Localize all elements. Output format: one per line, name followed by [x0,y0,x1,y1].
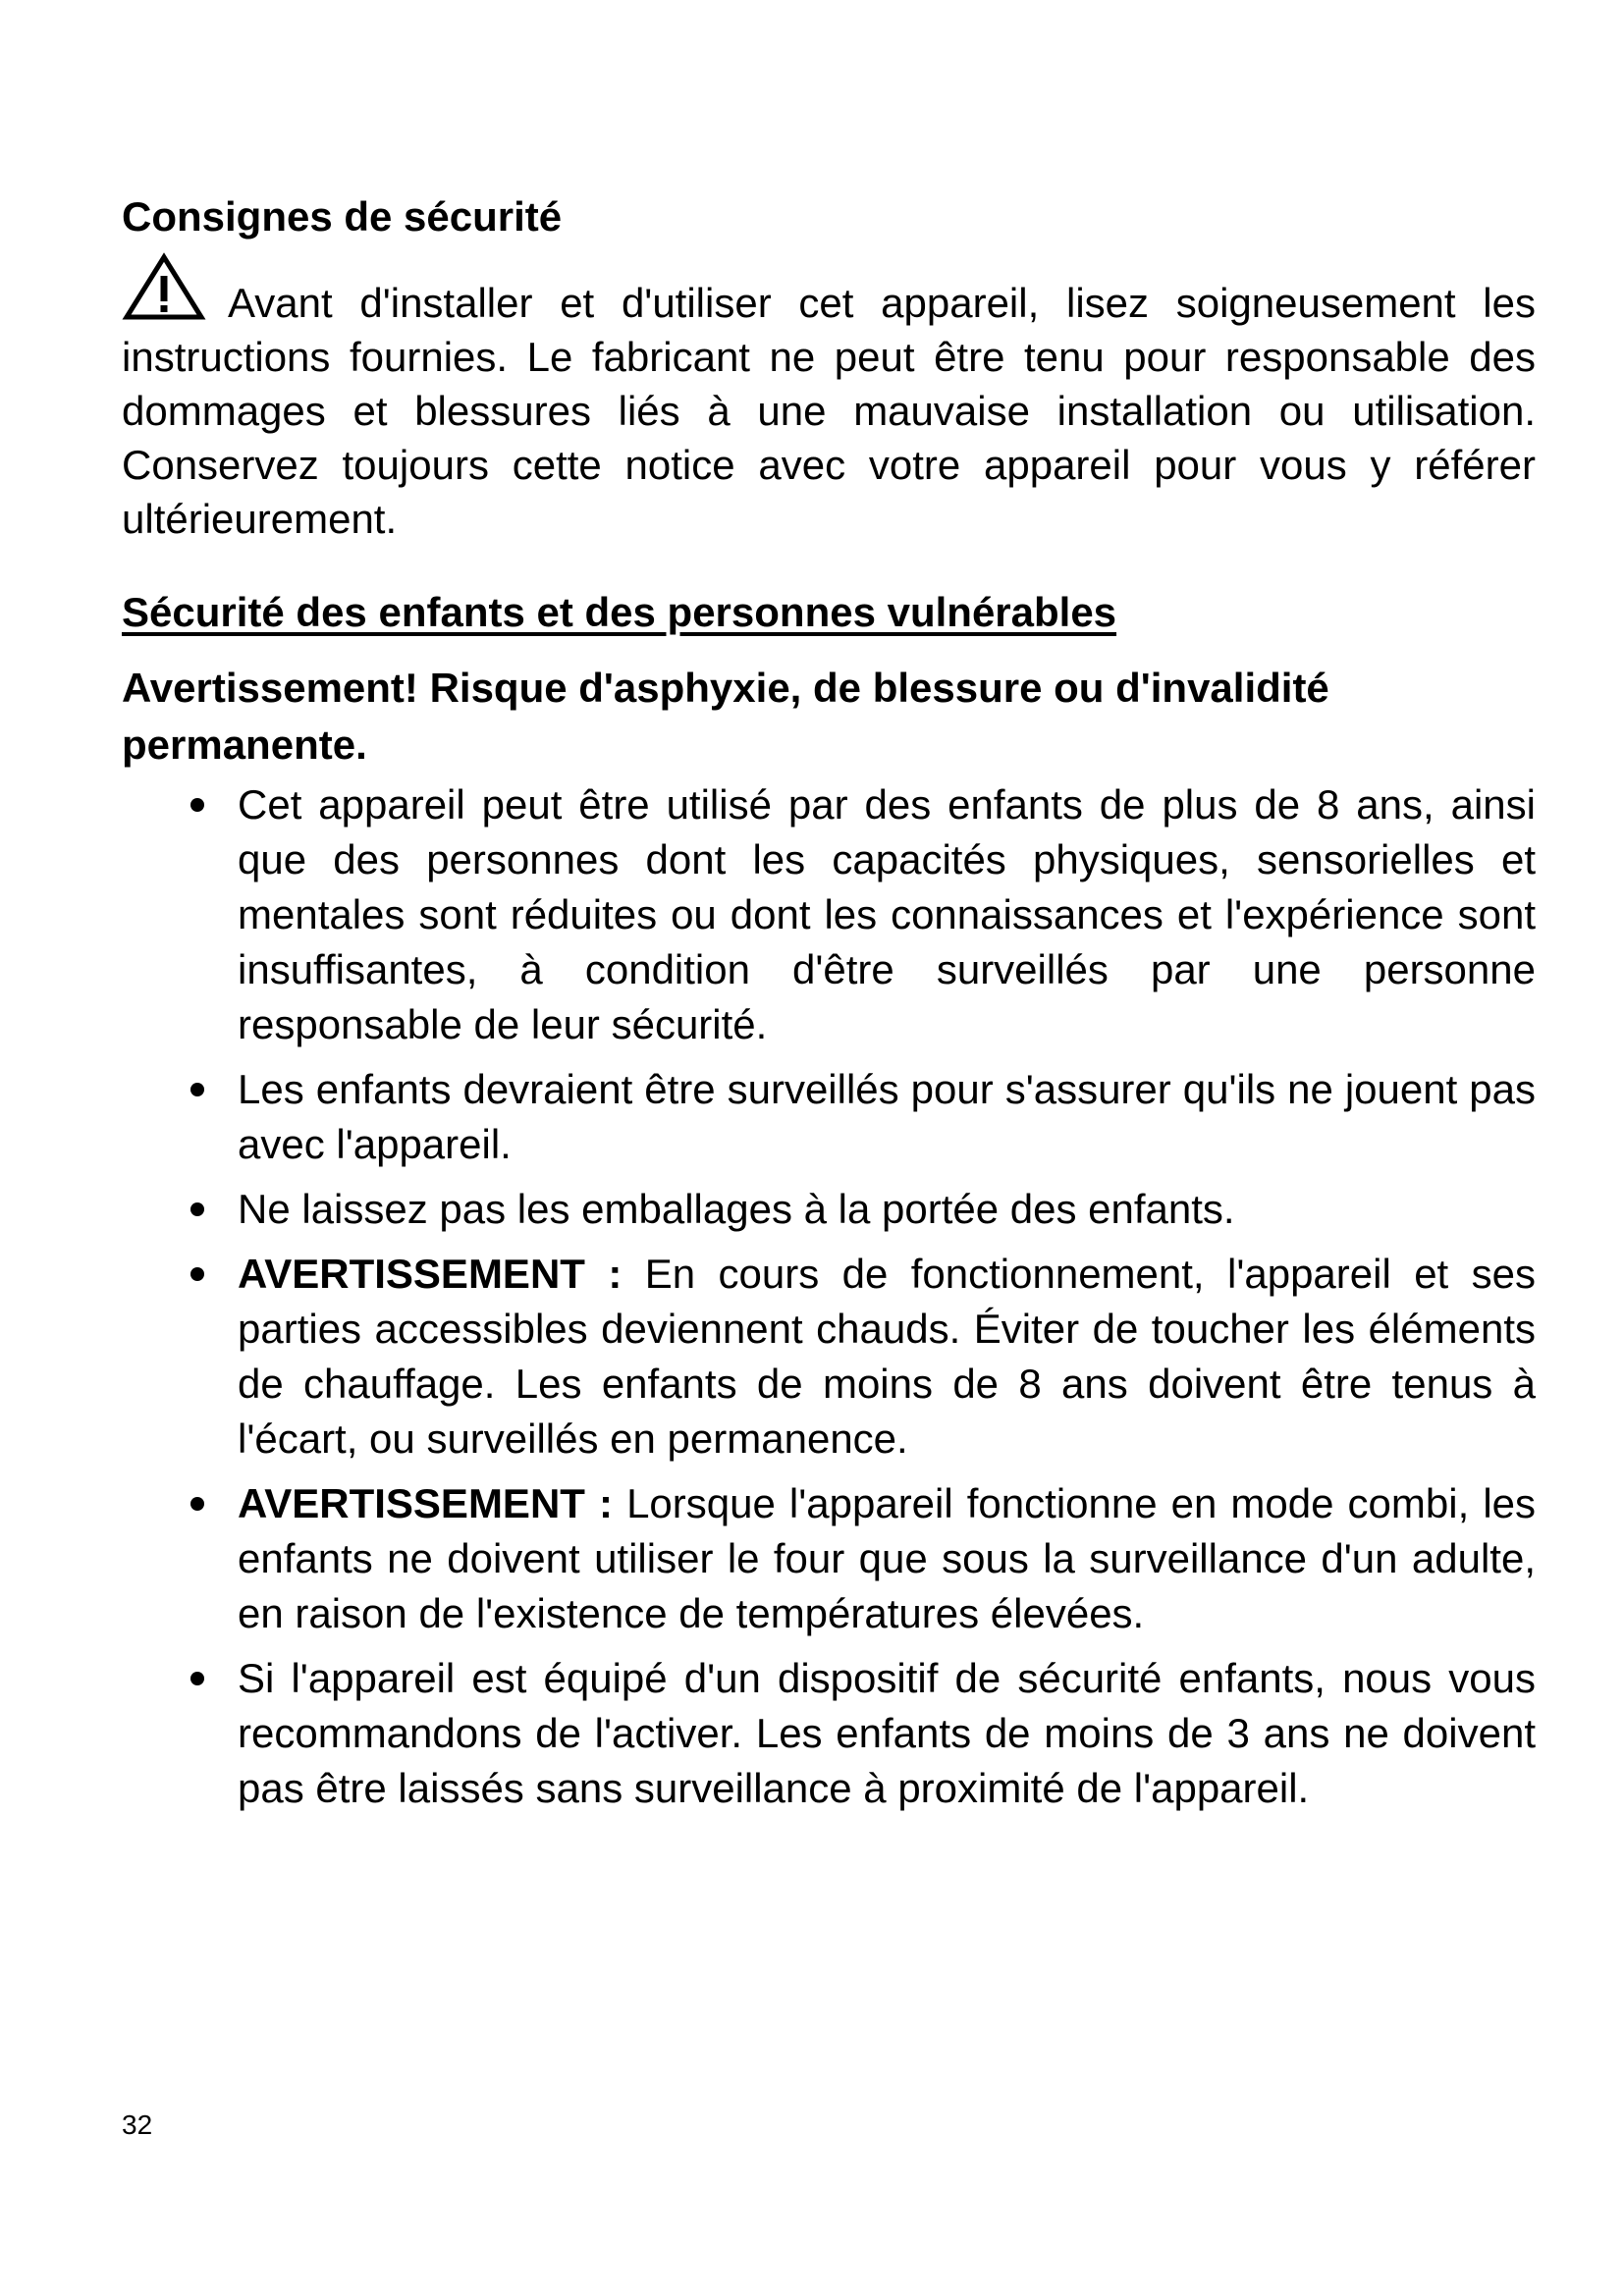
list-item-text: Si l'appareil est équipé d'un dispositif de sécurité enfants, nous vous recommandons de l'activer. Les enfants de moins de 3 ans ne doivent pas être laissés sans surveillance à proximité de l'appareil. [238,1655,1536,1811]
page-content [122,191,1536,1826]
list-item-text: Les enfants devraient être surveillés pour s'assurer qu'ils ne jouent pas avec l'appareil. [238,1066,1536,1167]
list-item [122,1476,1536,1641]
list-item [122,1182,1536,1237]
list-item-text: En cours de fonctionnement, l'appareil et ses parties accessibles deviennent chauds. Éviter de toucher les éléments de chauffage. Les enfants de moins de 8 ans doivent être tenus à l'écart, ou surveillés en permanence. [238,1251,1536,1462]
bullet-icon [190,1497,204,1511]
intro-text: Avant d'installer et d'utiliser cet appareil, lisez soigneusement les instructions fournies. Le fabricant ne peut être tenu pour responsable des dommages et blessures liés à une mauvaise installation ou utilisation. Conservez toujours cette notice avec votre appareil pour vous y référer ultérieurement. [122,280,1536,542]
section-heading: Sécurité des enfants et des personnes vulnérables [122,589,1117,635]
bullet-icon [190,1672,204,1685]
list-item-lead: AVERTISSEMENT : [238,1480,613,1526]
bullet-icon [190,1267,204,1281]
safety-list [122,777,1536,1816]
bullet-icon [190,798,204,812]
bullet-icon [190,1083,204,1096]
list-item-lead: AVERTISSEMENT : [238,1251,623,1297]
intro-paragraph [122,252,1536,546]
list-item-text: Ne laissez pas les emballages à la portée des enfants. [238,1186,1235,1232]
list-item-text: Lorsque l'appareil fonctionne en mode combi, les enfants ne doivent utiliser le four que sous la surveillance d'un adulte, en raison de l'existence de températures élevées. [238,1480,1537,1636]
list-item [122,777,1536,1052]
list-item [122,1651,1536,1816]
page-number: 32 [122,2109,153,2140]
page-title: Consignes de sécurité [122,193,563,240]
warning-statement: Avertissement! Risque d'asphyxie, de blessure ou d'invalidité permanente. [122,665,1329,768]
list-item-text: Cet appareil peut être utilisé par des enfants de plus de 8 ans, ainsi que des personnes dont les capacités physiques, sensorielles et mentales sont réduites ou dont les connaissances et l'expérience sont insuffisantes, à condition d'être surveillés par une personne responsable de leur sécurité. [238,781,1536,1047]
bullet-icon [190,1202,204,1216]
list-item [122,1062,1536,1172]
warning-triangle-icon [122,252,206,323]
list-item [122,1247,1536,1467]
